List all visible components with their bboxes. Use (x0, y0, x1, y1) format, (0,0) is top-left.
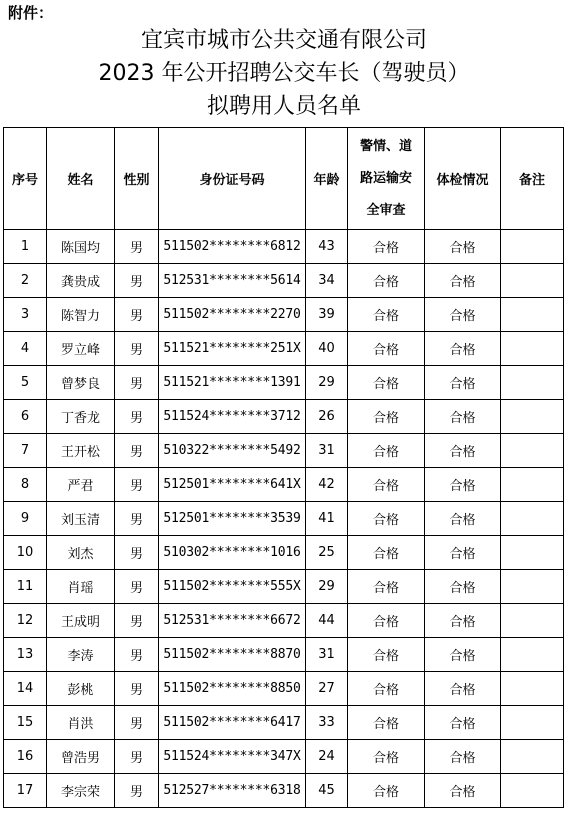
table-row (4, 434, 564, 468)
header-remarks: 备注 (501, 128, 564, 230)
row-sex-cell: 男 (115, 536, 159, 570)
row-medical-cell: 合格 (425, 740, 501, 774)
row-id-cell: 511502********555X (159, 570, 306, 604)
row-sex-cell: 男 (115, 604, 159, 638)
row-sex-cell: 男 (115, 468, 159, 502)
row-medical-cell: 合格 (425, 570, 501, 604)
row-sex-cell: 男 (115, 740, 159, 774)
row-name-cell: 彭桃 (47, 672, 115, 706)
row-no-cell: 12 (4, 604, 47, 638)
row-no-cell: 10 (4, 536, 47, 570)
row-sex-cell: 男 (115, 366, 159, 400)
row-no-cell: 17 (4, 774, 47, 808)
row-background-check-cell: 合格 (348, 740, 425, 774)
row-medical-cell: 合格 (425, 264, 501, 298)
row-sex-cell: 男 (115, 706, 159, 740)
title-line-1: 宜宾市城市公共交通有限公司 (140, 28, 427, 53)
row-remarks-cell (501, 740, 564, 774)
row-id-cell: 511502********2270 (159, 298, 306, 332)
row-name-cell: 曾浩男 (47, 740, 115, 774)
table-row (4, 638, 564, 672)
row-remarks-cell (501, 706, 564, 740)
row-medical-cell: 合格 (425, 706, 501, 740)
row-remarks-cell (501, 434, 564, 468)
row-age-cell: 33 (306, 706, 348, 740)
row-age-cell: 34 (306, 264, 348, 298)
row-id-cell: 511521********1391 (159, 366, 306, 400)
row-sex-cell: 男 (115, 570, 159, 604)
row-id-cell: 511502********6417 (159, 706, 306, 740)
table-body (4, 230, 564, 808)
row-sex-cell: 男 (115, 638, 159, 672)
row-background-check-cell: 合格 (348, 638, 425, 672)
table-row (4, 264, 564, 298)
row-medical-cell: 合格 (425, 434, 501, 468)
row-name-cell: 王成明 (47, 604, 115, 638)
row-sex-cell: 男 (115, 230, 159, 264)
row-medical-cell: 合格 (425, 604, 501, 638)
row-remarks-cell (501, 332, 564, 366)
row-no-cell: 14 (4, 672, 47, 706)
row-remarks-cell (501, 672, 564, 706)
header-id: 身份证号码 (159, 128, 306, 230)
row-age-cell: 25 (306, 536, 348, 570)
row-no-cell: 6 (4, 400, 47, 434)
row-background-check-cell: 合格 (348, 230, 425, 264)
header-no: 序号 (4, 128, 47, 230)
row-background-check-cell: 合格 (348, 298, 425, 332)
row-name-cell: 龚贵成 (47, 264, 115, 298)
row-medical-cell: 合格 (425, 468, 501, 502)
row-age-cell: 26 (306, 400, 348, 434)
row-age-cell: 39 (306, 298, 348, 332)
table-row (4, 468, 564, 502)
header-age: 年龄 (306, 128, 348, 230)
row-name-cell: 罗立峰 (47, 332, 115, 366)
row-name-cell: 王开松 (47, 434, 115, 468)
row-no-cell: 7 (4, 434, 47, 468)
table-row (4, 502, 564, 536)
row-medical-cell: 合格 (425, 230, 501, 264)
row-id-cell: 511521********251X (159, 332, 306, 366)
header-background-check (348, 128, 425, 230)
row-medical-cell: 合格 (425, 536, 501, 570)
row-medical-cell: 合格 (425, 502, 501, 536)
row-age-cell: 43 (306, 230, 348, 264)
row-remarks-cell (501, 774, 564, 808)
row-medical-cell: 合格 (425, 774, 501, 808)
row-no-cell: 4 (4, 332, 47, 366)
row-medical-cell: 合格 (425, 298, 501, 332)
row-remarks-cell (501, 400, 564, 434)
row-remarks-cell (501, 366, 564, 400)
row-background-check-cell: 合格 (348, 604, 425, 638)
table-row (4, 230, 564, 264)
row-background-check-cell: 合格 (348, 264, 425, 298)
row-remarks-cell (501, 298, 564, 332)
row-age-cell: 40 (306, 332, 348, 366)
row-background-check-cell: 合格 (348, 536, 425, 570)
row-id-cell: 512527********6318 (159, 774, 306, 808)
table-row (4, 570, 564, 604)
row-id-cell: 511502********8870 (159, 638, 306, 672)
row-no-cell: 16 (4, 740, 47, 774)
row-no-cell: 15 (4, 706, 47, 740)
row-id-cell: 510302********1016 (159, 536, 306, 570)
header-sex: 性别 (115, 128, 159, 230)
title-line-2: 2023 年公开招聘公交车长（驾驶员） (98, 61, 470, 86)
row-remarks-cell (501, 264, 564, 298)
header-name: 姓名 (47, 128, 115, 230)
row-name-cell: 刘玉清 (47, 502, 115, 536)
row-age-cell: 41 (306, 502, 348, 536)
row-sex-cell: 男 (115, 434, 159, 468)
row-id-cell: 512531********5614 (159, 264, 306, 298)
row-id-cell: 512501********641X (159, 468, 306, 502)
hire-roster-table (3, 127, 564, 808)
row-sex-cell: 男 (115, 502, 159, 536)
row-name-cell: 肖洪 (47, 706, 115, 740)
row-id-cell: 510322********5492 (159, 434, 306, 468)
row-age-cell: 44 (306, 604, 348, 638)
row-remarks-cell (501, 638, 564, 672)
row-id-cell: 511524********3712 (159, 400, 306, 434)
row-age-cell: 29 (306, 366, 348, 400)
row-no-cell: 2 (4, 264, 47, 298)
row-age-cell: 45 (306, 774, 348, 808)
row-sex-cell: 男 (115, 298, 159, 332)
document-title (0, 24, 568, 123)
row-no-cell: 11 (4, 570, 47, 604)
row-background-check-cell: 合格 (348, 400, 425, 434)
row-background-check-cell: 合格 (348, 332, 425, 366)
row-background-check-cell: 合格 (348, 774, 425, 808)
row-age-cell: 31 (306, 434, 348, 468)
row-age-cell: 27 (306, 672, 348, 706)
row-remarks-cell (501, 536, 564, 570)
row-name-cell: 李涛 (47, 638, 115, 672)
row-name-cell: 严君 (47, 468, 115, 502)
row-name-cell: 肖瑶 (47, 570, 115, 604)
row-age-cell: 24 (306, 740, 348, 774)
row-medical-cell: 合格 (425, 672, 501, 706)
table-row (4, 366, 564, 400)
row-background-check-cell: 合格 (348, 502, 425, 536)
row-id-cell: 511524********347X (159, 740, 306, 774)
row-no-cell: 13 (4, 638, 47, 672)
attachment-label: 附件： (8, 4, 54, 22)
row-sex-cell: 男 (115, 774, 159, 808)
row-no-cell: 9 (4, 502, 47, 536)
row-remarks-cell (501, 570, 564, 604)
title-line-3: 拟聘用人员名单 (206, 94, 361, 119)
row-name-cell: 曾梦良 (47, 366, 115, 400)
row-background-check-cell: 合格 (348, 706, 425, 740)
row-sex-cell: 男 (115, 672, 159, 706)
row-background-check-cell: 合格 (348, 570, 425, 604)
row-remarks-cell (501, 468, 564, 502)
row-name-cell: 陈智力 (47, 298, 115, 332)
header-medical: 体检情况 (425, 128, 501, 230)
row-age-cell: 29 (306, 570, 348, 604)
row-sex-cell: 男 (115, 332, 159, 366)
row-no-cell: 8 (4, 468, 47, 502)
table-row (4, 536, 564, 570)
row-id-cell: 512531********6672 (159, 604, 306, 638)
row-name-cell: 刘杰 (47, 536, 115, 570)
table-row (4, 298, 564, 332)
row-id-cell: 512501********3539 (159, 502, 306, 536)
table-row (4, 604, 564, 638)
row-no-cell: 5 (4, 366, 47, 400)
row-medical-cell: 合格 (425, 332, 501, 366)
row-background-check-cell: 合格 (348, 434, 425, 468)
row-background-check-cell: 合格 (348, 468, 425, 502)
row-sex-cell: 男 (115, 400, 159, 434)
row-id-cell: 511502********8850 (159, 672, 306, 706)
row-age-cell: 42 (306, 468, 348, 502)
row-medical-cell: 合格 (425, 400, 501, 434)
row-background-check-cell: 合格 (348, 672, 425, 706)
row-age-cell: 31 (306, 638, 348, 672)
row-sex-cell: 男 (115, 264, 159, 298)
header-background-check-label: 警情、道路运输安全审查 (359, 138, 412, 218)
row-id-cell: 511502********6812 (159, 230, 306, 264)
row-name-cell: 陈国均 (47, 230, 115, 264)
row-no-cell: 3 (4, 298, 47, 332)
row-name-cell: 李宗荣 (47, 774, 115, 808)
row-medical-cell: 合格 (425, 366, 501, 400)
table-row (4, 400, 564, 434)
table-row (4, 332, 564, 366)
table-row (4, 740, 564, 774)
row-name-cell: 丁香龙 (47, 400, 115, 434)
row-remarks-cell (501, 604, 564, 638)
row-remarks-cell (501, 230, 564, 264)
table-row (4, 774, 564, 808)
table-header-row (4, 128, 564, 230)
table-row (4, 672, 564, 706)
row-remarks-cell (501, 502, 564, 536)
table-row (4, 706, 564, 740)
row-medical-cell: 合格 (425, 638, 501, 672)
row-background-check-cell: 合格 (348, 366, 425, 400)
row-no-cell: 1 (4, 230, 47, 264)
